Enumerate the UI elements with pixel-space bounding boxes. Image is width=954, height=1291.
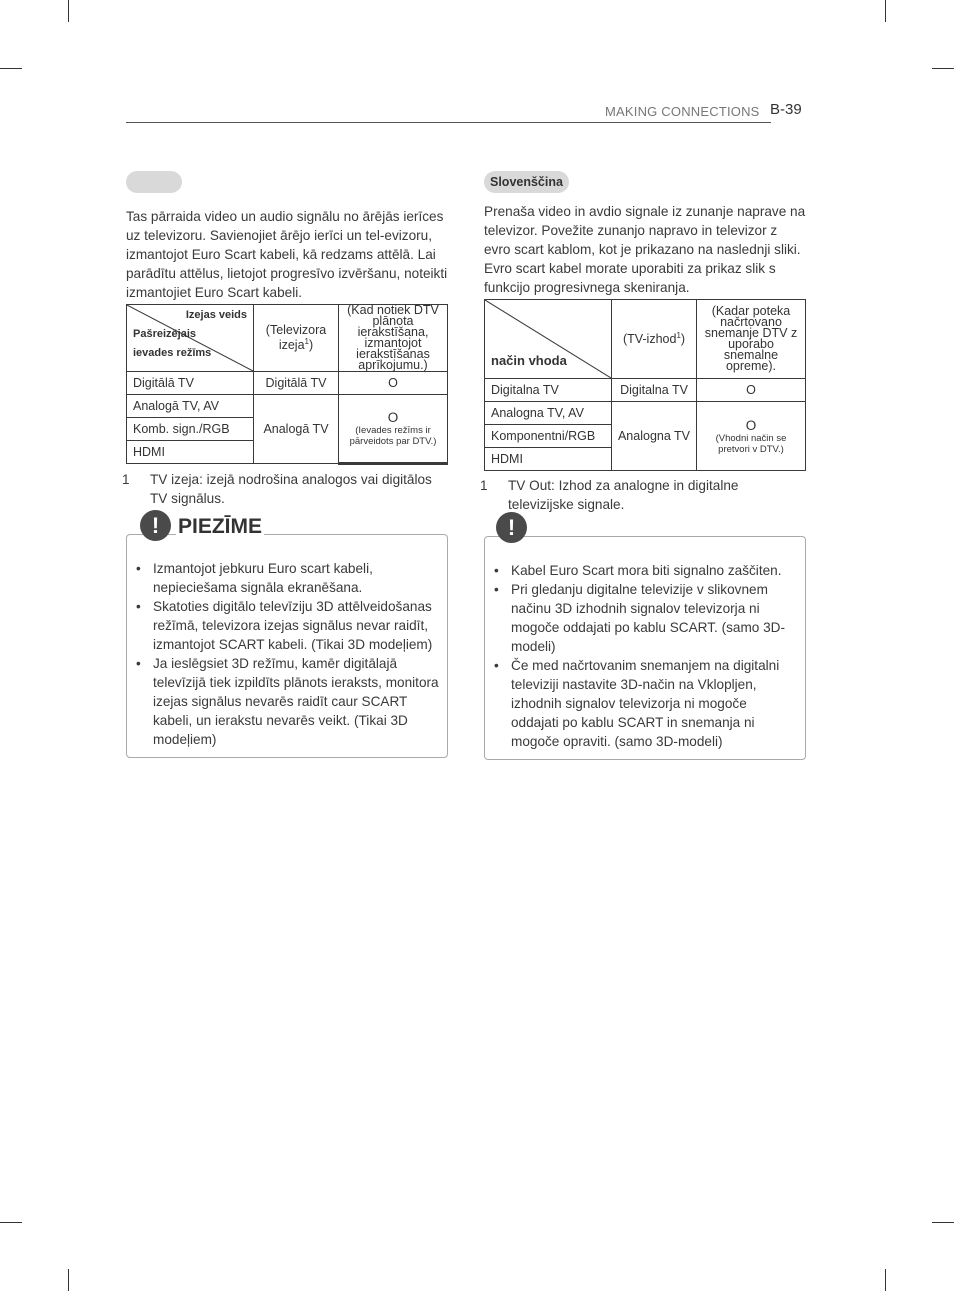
recording-note: (Vhodni način se pretvori v DTV.)	[715, 432, 787, 455]
input-mode-cell: HDMI	[127, 441, 254, 464]
footnote-ref: 1	[304, 337, 309, 347]
footnote-number: 1	[122, 472, 130, 487]
table-header-row	[485, 300, 806, 379]
list-item: • Če med načrtovanim snemanjem na digitalni televiziji nastavite 3D-način na Vklopljen, izhodnih signalov televizorja ni mogoče oddajati po kablu SCART in snemanja ni mogoče opraviti. (samo 3D-modeli)	[493, 656, 797, 751]
input-mode-cell: Komb. sign./RGB	[127, 418, 254, 441]
recording-cell: O	[339, 372, 448, 395]
tv-out-header-text: (Televizora izeja	[265, 323, 327, 353]
crop-mark	[932, 1222, 954, 1223]
connection-table	[484, 299, 806, 471]
diagonal-header-cell	[485, 300, 612, 379]
input-mode-cell: Digitalna TV	[485, 379, 612, 402]
crop-mark	[885, 0, 886, 22]
tv-out-cell: Digitalna TV	[612, 379, 697, 402]
tv-out-header-close: )	[309, 338, 314, 353]
crop-mark	[0, 68, 22, 69]
input-mode-label-line2: ievades režīms	[133, 347, 212, 359]
recording-cell	[697, 402, 806, 471]
table-row	[485, 379, 806, 402]
note-box	[126, 513, 448, 758]
exclamation-icon: !	[496, 512, 527, 543]
right-column	[480, 171, 806, 760]
input-mode-cell: Analogā TV, AV	[127, 395, 254, 418]
input-mode-cell: Analogna TV, AV	[485, 402, 612, 425]
recording-mark: O	[387, 410, 399, 425]
note-list	[135, 559, 439, 749]
diagonal-header-cell	[127, 305, 254, 372]
crop-mark	[0, 1222, 22, 1223]
table-header-row	[127, 305, 448, 372]
footnote-ref: 1	[676, 331, 681, 341]
section-label: MAKING CONNECTIONS	[605, 104, 760, 119]
input-mode-label-line1: Pašreizējais	[133, 328, 196, 340]
footnote-text: TV izeja: izejā nodrošina analogos vai digitālos TV signālus.	[150, 472, 432, 506]
page-number: B-39	[770, 101, 802, 118]
tv-out-cell: Analogna TV	[612, 402, 697, 471]
note-title: PIEZĪME	[178, 515, 263, 538]
recording-cell	[339, 395, 448, 464]
exclamation-icon: !	[140, 510, 171, 541]
footnote-text: TV Out: Izhod za analogne in digitalne televizijske signale.	[508, 478, 739, 512]
recording-header: (Kad notiek DTV plānota ierakstīšana, izmantojot ierakstīšanas aprīkojumu.)	[339, 305, 448, 372]
crop-mark	[932, 68, 954, 69]
tv-out-cell: Analogā TV	[254, 395, 339, 464]
tv-out-header	[612, 300, 697, 379]
tv-out-header-text: (TV-izhod	[622, 332, 677, 347]
note-list	[493, 561, 797, 751]
output-type-label: Izejas veids	[185, 309, 247, 321]
list-item: • Kabel Euro Scart mora biti signalno zaščiten.	[493, 561, 797, 580]
tv-out-header-close: )	[680, 332, 686, 347]
input-mode-label: način vhoda	[491, 353, 567, 368]
footnote	[122, 470, 448, 508]
language-label: Slovenščina	[484, 171, 569, 193]
recording-cell: O	[697, 379, 806, 402]
footnote-number: 1	[480, 478, 488, 493]
language-label	[126, 171, 182, 193]
list-item: • Pri gledanju digitalne televizije v slikovnem načinu 3D izhodnih signalov televizorja ni mogoče oddajati po kablu SCART. (samo 3D-modeli)	[493, 580, 797, 656]
list-item: • Izmantojot jebkuru Euro scart kabeli, nepieciešama signāla ekranēšana.	[135, 559, 439, 597]
recording-note: (Ievades režīms ir pārveidots par DTV.)	[349, 425, 437, 447]
recording-mark: O	[745, 417, 757, 433]
recording-header: (Kadar poteka načrtovano snemanje DTV z uporabo snemalne opreme).	[697, 300, 806, 379]
intro-text: Prenaša video in avdio signale iz zunanje naprave na televizor. Povežite zunanjo napravo in televizor z evro scart kablom, kot je prikazano na naslednji sliki. Evro scart kabel morate uporabiti za prikaz slik s funkcijo progresivnega skeniranja.	[484, 204, 806, 295]
left-column	[122, 171, 448, 758]
crop-mark	[68, 1269, 69, 1291]
connection-table	[126, 304, 448, 465]
input-mode-cell: Digitālā TV	[127, 372, 254, 395]
intro-text: Tas pārraida video un audio signālu no ārējās ierīces uz televizoru. Savienojiet ārējo ierīci un tel-evizoru, izmantojot Euro Scart kabeli, kā redzams attēlā. Lai parādītu attēlus, lietojot progresīvo izvēršanu, noteikti izmantojiet Euro Scart kabeli.	[126, 209, 448, 300]
footnote	[480, 476, 806, 514]
table-row	[127, 372, 448, 395]
tv-out-header	[254, 305, 339, 372]
crop-mark	[68, 0, 69, 22]
list-item: • Skatoties digitālo televīziju 3D attēlveidošanas režīmā, televizora izejas signālus nevar raidīt, izmantojot SCART kabeli. (Tikai 3D modeļiem)	[135, 597, 439, 654]
note-frame	[484, 536, 806, 760]
header-rule	[126, 122, 771, 123]
note-frame	[126, 534, 448, 758]
input-mode-cell: HDMI	[485, 448, 612, 471]
note-box	[484, 515, 806, 760]
input-mode-label	[133, 325, 211, 363]
table-row	[127, 395, 448, 418]
input-mode-cell: Komponentni/RGB	[485, 425, 612, 448]
list-item: • Ja ieslēgsiet 3D režīmu, kamēr digitālajā televīzijā tiek izpildīts plānots ieraksts, monitora izejas signālus nevarēs raidīt caur SCART kabeli, un ierakstu nevarēs veikt. (Tikai 3D modeļiem)	[135, 654, 439, 749]
page-header	[126, 101, 805, 123]
table-row	[485, 402, 806, 425]
tv-out-cell: Digitālā TV	[254, 372, 339, 395]
crop-mark	[885, 1269, 886, 1291]
